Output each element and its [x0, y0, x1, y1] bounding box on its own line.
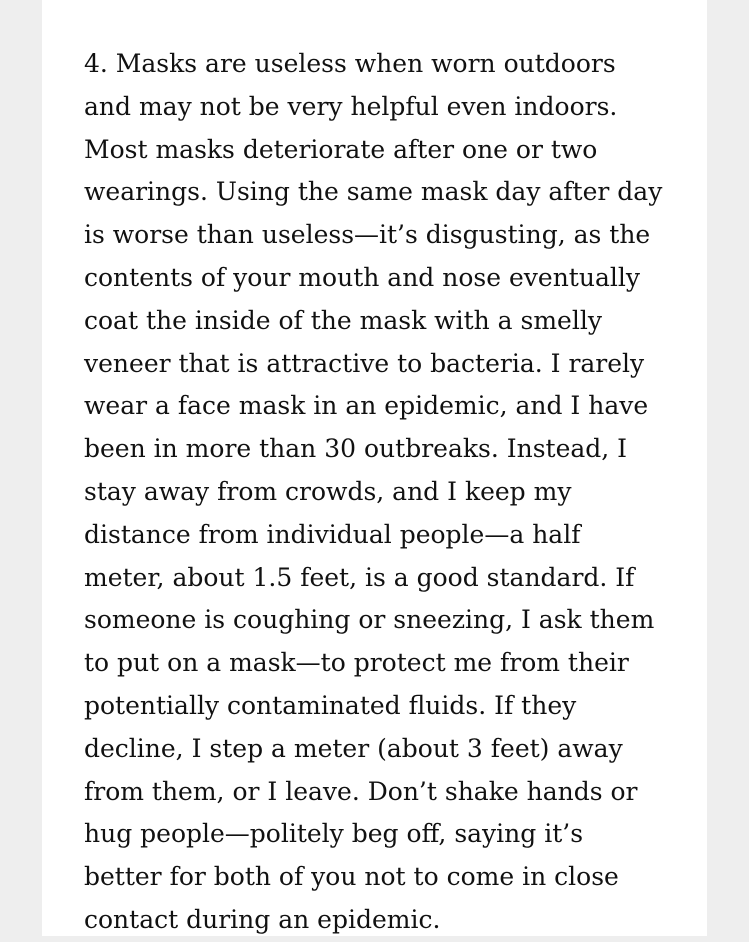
paragraph-line: been in more than 30 outbreaks. Instead, I: [84, 434, 628, 464]
paragraph-line: to put on a mask—to protect me from their: [84, 648, 629, 678]
paragraph-line: hug people—politely beg off, saying it’s: [84, 819, 584, 849]
paragraph-line: meter, about 1.5 feet, is a good standard. If: [84, 562, 635, 592]
paragraph-line: and may not be very helpful even indoors.: [84, 91, 618, 121]
paragraph-line: better for both of you not to come in close: [84, 862, 619, 892]
paragraph-line: potentially contaminated fluids. If they: [84, 690, 577, 720]
article-page: [42, 0, 707, 936]
paragraph-line: decline, I step a meter (about 3 feet) away: [84, 733, 623, 763]
paragraph-line: Most masks deteriorate after one or two: [84, 134, 598, 164]
paragraph-line: wearings. Using the same mask day after day: [84, 177, 663, 207]
paragraph-line: is worse than useless—it’s disgusting, as the: [84, 220, 651, 250]
paragraph-line: contents of your mouth and nose eventually: [84, 262, 640, 292]
paragraph-line: someone is coughing or sneezing, I ask them: [84, 605, 655, 635]
paragraph-line: coat the inside of the mask with a smelly: [84, 305, 602, 335]
paragraph-line: contact during an epidemic.: [84, 904, 441, 934]
article-paragraph: [84, 43, 694, 942]
paragraph-line: distance from individual people—a half: [84, 519, 581, 549]
paragraph-line: stay away from crowds, and I keep my: [84, 476, 572, 506]
paragraph-line: 4. Masks are useless when worn outdoors: [84, 49, 616, 78]
paragraph-line: veneer that is attractive to bacteria. I rarely: [84, 348, 645, 378]
paragraph-line: from them, or I leave. Don’t shake hands or: [84, 776, 638, 806]
paragraph-line: wear a face mask in an epidemic, and I have: [84, 391, 649, 421]
